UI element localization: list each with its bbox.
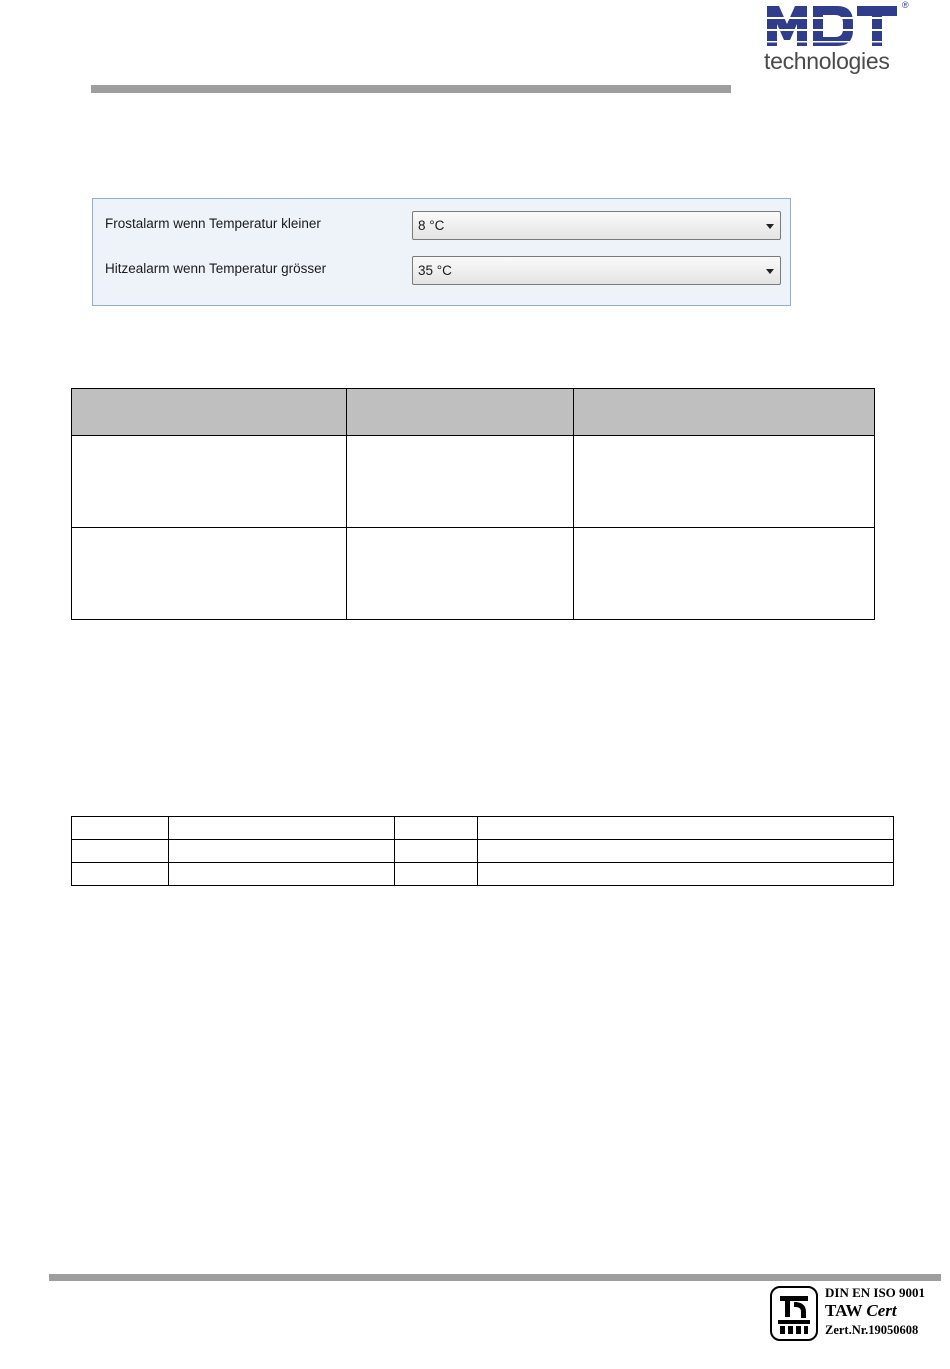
table-cell [72,528,347,620]
cert-issuer [825,1301,897,1321]
table-cell [478,817,894,840]
table-header-cell [72,389,347,436]
parameter-panel [92,198,791,306]
frost-alarm-label: Frostalarm wenn Temperatur kleiner [105,216,321,231]
mdt-logo-mark [765,2,899,48]
table-header-cell [574,389,875,436]
table-row [72,840,894,863]
table-row [72,436,875,528]
options-table [71,388,875,620]
chevron-down-icon [766,224,774,229]
table-cell [574,436,875,528]
header-rule [91,85,731,93]
heat-alarm-select[interactable] [412,256,781,285]
table-cell [72,817,169,840]
cert-standard: DIN EN ISO 9001 [825,1285,926,1300]
frost-alarm-value: 8 °C [418,218,445,233]
heat-alarm-label: Hitzealarm wenn Temperatur grösser [105,261,327,276]
table-header-cell [346,389,574,436]
table-cell [574,528,875,620]
cert-number: Zert.Nr.19050608 [825,1323,919,1337]
table-row [72,817,894,840]
cert-issuer-italic: Cert [866,1301,897,1320]
taw-cert-logo-icon [770,1286,818,1341]
table-row [72,863,894,886]
table-cell [478,863,894,886]
table-cell [346,436,574,528]
mdt-logo [762,0,932,78]
table-cell [168,863,394,886]
table-cell [394,840,478,863]
table-cell [72,840,169,863]
table-cell [72,436,347,528]
heat-alarm-value: 35 °C [418,263,452,278]
table-cell [394,817,478,840]
table-cell [72,863,169,886]
logo-subtitle: technologies [764,48,890,74]
table-cell [168,817,394,840]
registered-mark: ® [902,0,909,10]
chevron-down-icon [766,269,774,274]
table-cell [346,528,574,620]
table-header-row [72,389,875,436]
cert-issuer-main: TAW [825,1301,863,1320]
table-row [72,528,875,620]
footer-rule [49,1274,941,1281]
certification-badge [769,1285,947,1345]
table-cell [394,863,478,886]
frost-alarm-select[interactable] [412,211,781,240]
table-cell [478,840,894,863]
table-cell [168,840,394,863]
objects-table [71,816,894,886]
